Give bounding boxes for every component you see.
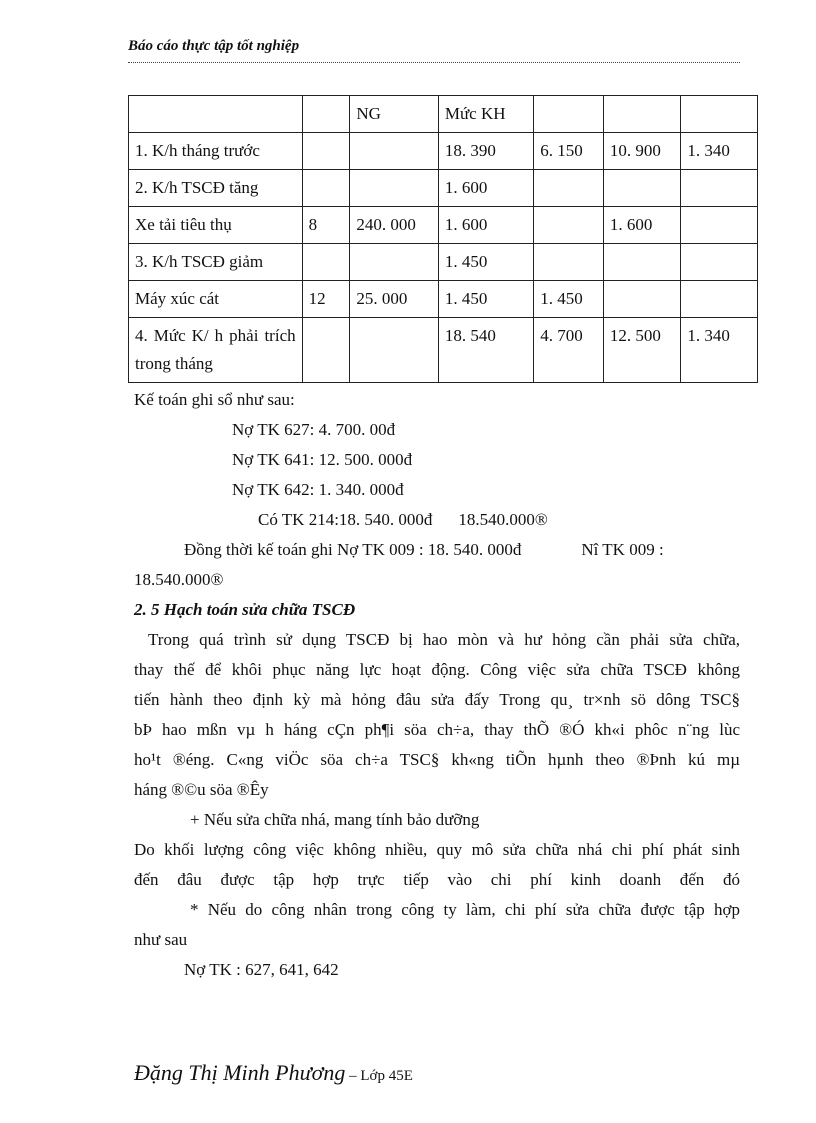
table-cell (681, 96, 758, 133)
table-cell (603, 281, 681, 318)
journal-entry-credit (134, 505, 740, 535)
table-cell (603, 244, 681, 281)
table-cell: 12 (302, 281, 350, 318)
table-cell: 10. 900 (603, 133, 681, 170)
table-cell (681, 170, 758, 207)
table-cell: Xe tải tiêu thụ (129, 207, 303, 244)
simultaneous-entry-text: Đồng thời kế toán ghi Nợ TK 009 : 18. 540. 000đ (184, 540, 522, 559)
table-cell: 240. 000 (350, 207, 438, 244)
paragraph-line: háng ®©u söa ®Êy (134, 780, 269, 799)
table-row (129, 244, 758, 281)
paragraph-line: Do khối lượng công việc không nhiều, quy mô sửa chữa nhá chi phí phát sinh (134, 840, 740, 859)
journal-entry: Nợ TK 627: 4. 700. 00đ (232, 420, 396, 439)
author-name: Đặng Thị Minh Phương (134, 1060, 346, 1085)
journal-entry: Nợ TK 642: 1. 340. 000đ (232, 480, 404, 499)
paragraph-line: * Nếu do công nhân trong công ty làm, chi phí sửa chữa được tập hợp (190, 900, 740, 919)
table-cell (302, 318, 350, 383)
table-cell (350, 318, 438, 383)
table-cell: 3. K/h TSCĐ giảm (129, 244, 303, 281)
class-label: – Lớp 45E (345, 1068, 413, 1084)
table-cell (681, 281, 758, 318)
table-row (129, 170, 758, 207)
table-cell (603, 170, 681, 207)
table-cell (534, 244, 604, 281)
paragraph-line: thay thế để khôi phục năng lực hoạt động. Công việc sửa chữa TSCĐ không (134, 660, 740, 679)
table-cell: 6. 150 (534, 133, 604, 170)
table-cell: 1. 450 (534, 281, 604, 318)
paragraph-line: Trong quá trình sử dụng TSCĐ bị hao mòn và hư hỏng cần phải sửa chữa, (148, 630, 740, 649)
simultaneous-entry-tail: Nî TK 009 : (581, 540, 664, 559)
table-cell (302, 133, 350, 170)
table-cell: 1. 340 (681, 133, 758, 170)
table-header-row (129, 96, 758, 133)
page-header-title: Báo cáo thực tập tốt nghiệp (128, 38, 300, 54)
journal-entry: Nợ TK 641: 12. 500. 000đ (232, 450, 413, 469)
table-cell (129, 96, 303, 133)
table-cell: 4. 700 (534, 318, 604, 383)
table-cell: Mức KH (438, 96, 533, 133)
table-cell: 1. K/h tháng trước (129, 133, 303, 170)
table-cell: 1. 600 (603, 207, 681, 244)
paragraph-line: ho¹t ®éng. C«ng viÖc söa ch÷a TSC§ kh«ng tiÕn hµnh theo ®Þnh kú mµ (134, 750, 740, 769)
document-body (134, 385, 740, 985)
table-cell (534, 207, 604, 244)
table-cell: 25. 000 (350, 281, 438, 318)
table-cell: 1. 450 (438, 281, 533, 318)
section-heading: 2. 5 Hạch toán sửa chữa TSCĐ (134, 600, 356, 619)
table-row (129, 207, 758, 244)
table-cell: 1. 340 (681, 318, 758, 383)
table-cell (302, 244, 350, 281)
table-cell: 18. 390 (438, 133, 533, 170)
simultaneous-entry (134, 535, 740, 565)
credit-entry-amount: 18.540.000® (458, 510, 548, 529)
table-cell: 2. K/h TSCĐ tăng (129, 170, 303, 207)
paragraph-line: đến đâu được tập hợp trực tiếp vào chi phí kinh doanh đến đó (134, 870, 740, 889)
depreciation-table (128, 95, 758, 383)
journal-entry: Nợ TK : 627, 641, 642 (184, 960, 339, 979)
table-cell (302, 170, 350, 207)
paragraph-line: như sau (134, 930, 188, 949)
header-divider (128, 62, 740, 63)
table-cell (350, 133, 438, 170)
table-cell: 18. 540 (438, 318, 533, 383)
table-cell: 1. 450 (438, 244, 533, 281)
table-cell (350, 244, 438, 281)
table-cell: 1. 600 (438, 170, 533, 207)
table-cell (302, 96, 350, 133)
table-row (129, 318, 758, 383)
table-cell: 4. Mức K/ h phải trích trong tháng (129, 318, 303, 383)
simultaneous-entry-amount: 18.540.000® (134, 570, 224, 589)
table-cell: NG (350, 96, 438, 133)
bullet-line: + Nếu sửa chữa nhá, mang tính bảo dưỡng (190, 810, 480, 829)
paragraph-line: bÞ hao mßn vµ h háng cÇn ph¶i söa ch÷a, thay thÕ ®Ó kh«i phôc n¨ng lùc (134, 720, 740, 739)
table-cell (534, 96, 604, 133)
credit-entry-text: Có TK 214:18. 540. 000đ (258, 510, 433, 529)
table-row (129, 281, 758, 318)
table-cell: 12. 500 (603, 318, 681, 383)
table-cell (534, 170, 604, 207)
table-cell (350, 170, 438, 207)
table-cell (603, 96, 681, 133)
table-row (129, 133, 758, 170)
table-cell: Máy xúc cát (129, 281, 303, 318)
table-cell: 8 (302, 207, 350, 244)
page-footer (134, 1060, 413, 1086)
intro-line: Kế toán ghi sổ như sau: (134, 390, 295, 409)
paragraph-line: tiến hành theo định kỳ mà hỏng đâu sửa đấy Trong qu¸ tr×nh sö dông TSC§ (134, 690, 740, 709)
table-cell: 1. 600 (438, 207, 533, 244)
table-cell (681, 244, 758, 281)
table-cell (681, 207, 758, 244)
